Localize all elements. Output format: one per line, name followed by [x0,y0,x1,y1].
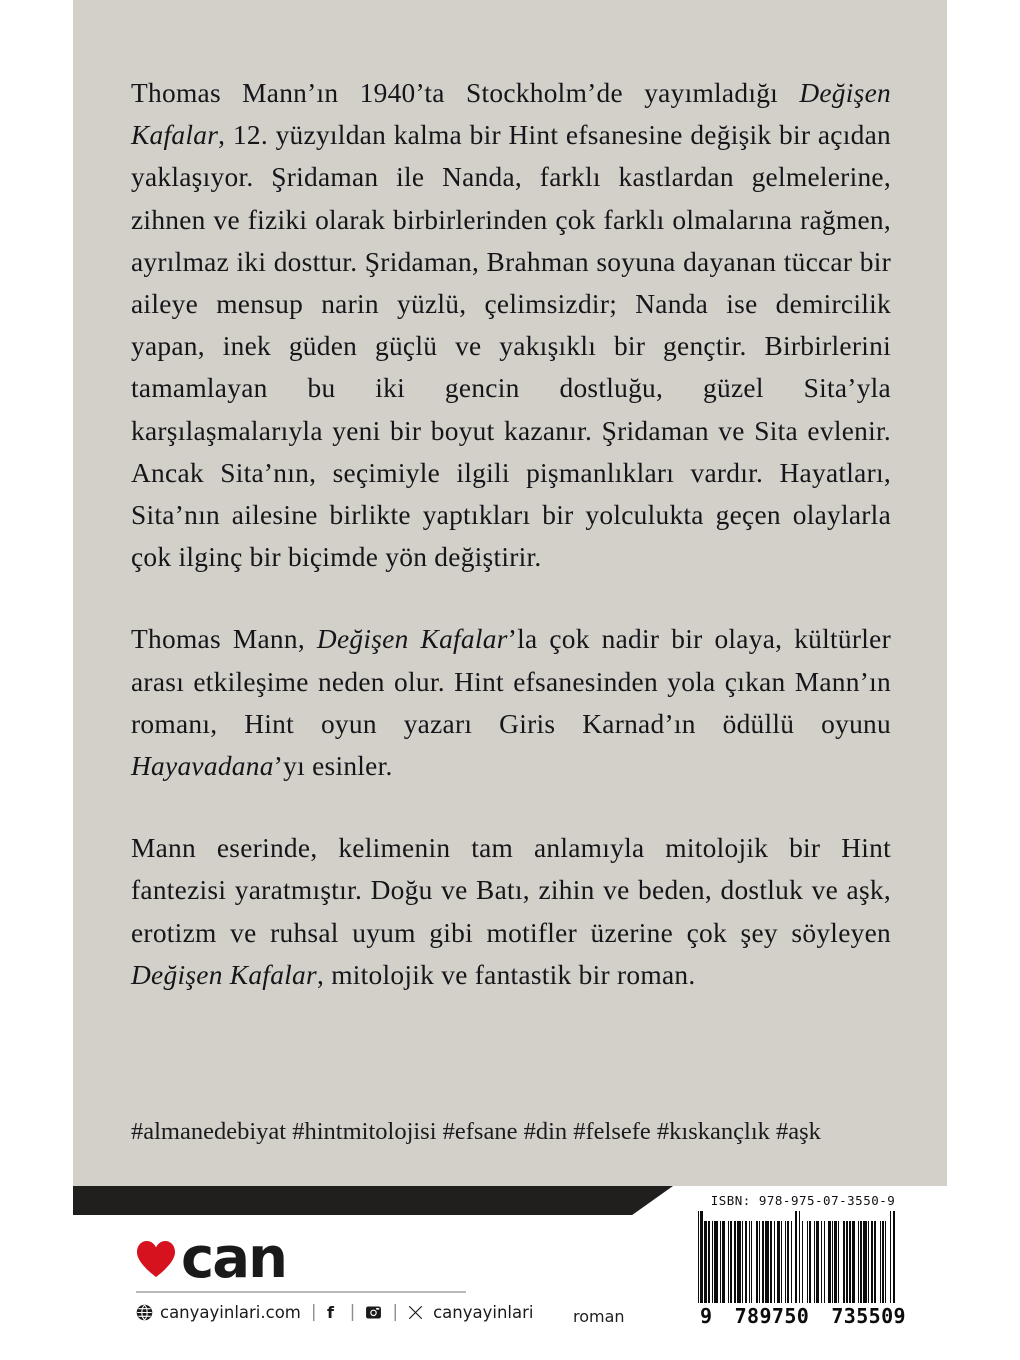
isbn-label: ISBN: 978-975-07-3550-9 [710,1193,896,1208]
black-accent-bar [73,1186,673,1215]
ean-group-1: 789750 [734,1304,810,1328]
publisher-wordmark: can [181,1226,286,1292]
book-back-cover [73,0,947,1186]
cover-footer [73,1193,947,1360]
separator-2: | [349,1302,356,1322]
publisher-logo [136,1226,536,1292]
blurb-paragraph-1: Thomas Mann’ın 1940’ta Stockholm’de yayımladığı Değişen Kafalar, 12. yüzyıldan kalma bir Hint efsanesine değişik bir açıdan yaklaşıyor. Şridaman ile Nanda, farklı kastlardan gelmelerine, zihnen ve fiziki olarak birbirlerinden çok farklı olmalarına rağmen, ayrılmaz iki dosttur. Şridaman, Brahman soyuna dayanan tüccar bir aileye mensup narin yüzlü, çelimsizdir; Nanda ise demircilik yapan, inek güden güçlü ve yakışıklı bir gençtir. Birbirlerini tamamlayan bu iki gencin dostluğu, güzel Sita’yla karşılaşmalarıyla yeni bir boyut kazanır. Şridaman ve Sita evlenir. Ancak Sita’nın, seçimiyle ilgili pişmanlıkları vardır. Hayatları, Sita’nın ailesine birlikte yaptıkları bir yolculukta geçen olaylarla çok ilginç bir biçimde yön değiştirir. [131,78,891,573]
heart-icon [136,1240,176,1278]
genre-label: roman [573,1307,625,1326]
social-links-row [136,1302,536,1322]
hashtag-line: #almanedebiyat #hintmitolojisi #efsane #din #felsefe #kıskançlık #aşk [131,1118,821,1145]
blurb-paragraph-3: Mann eserinde, kelimenin tam anlamıyla mitolojik bir Hint fantezisi yaratmıştır. Doğu ve Batı, zihin ve beden, dostluk ve aşk, erotizm ve ruhsal uyum gibi motifler üzerine çok şey söyleyen Değişen Kafalar, mitolojik ve fantastik bir roman. [131,833,891,990]
separator-3: | [392,1302,399,1322]
x-twitter-icon[interactable] [408,1305,423,1320]
website-label[interactable]: canyayinlari.com [160,1302,301,1322]
blurb-text-block [131,72,891,996]
facebook-icon[interactable] [327,1304,340,1321]
globe-icon[interactable] [136,1304,153,1321]
ean-digits [698,1303,908,1328]
publisher-block [136,1226,536,1322]
ean-left-digit: 9 [700,1304,713,1328]
ean-group-2: 735509 [831,1304,906,1328]
barcode-bars [698,1211,908,1303]
blurb-paragraph-2: Thomas Mann, Değişen Kafalar’la çok nadir bir olaya, kültürler arası etkileşime neden olur. Hint efsanesinden yola çıkan Mann’ın romanı, Hint oyun yazarı Giris Karnad’ın ödüllü oyunu Hayavadana’yı esinler. [131,624,891,782]
instagram-icon[interactable] [365,1304,382,1321]
isbn-barcode [692,1187,914,1332]
footer-divider [136,1291,466,1293]
svg-text:f: f [326,1303,334,1321]
separator-1: | [310,1302,317,1322]
social-handle[interactable]: canyayinlari [433,1302,534,1322]
